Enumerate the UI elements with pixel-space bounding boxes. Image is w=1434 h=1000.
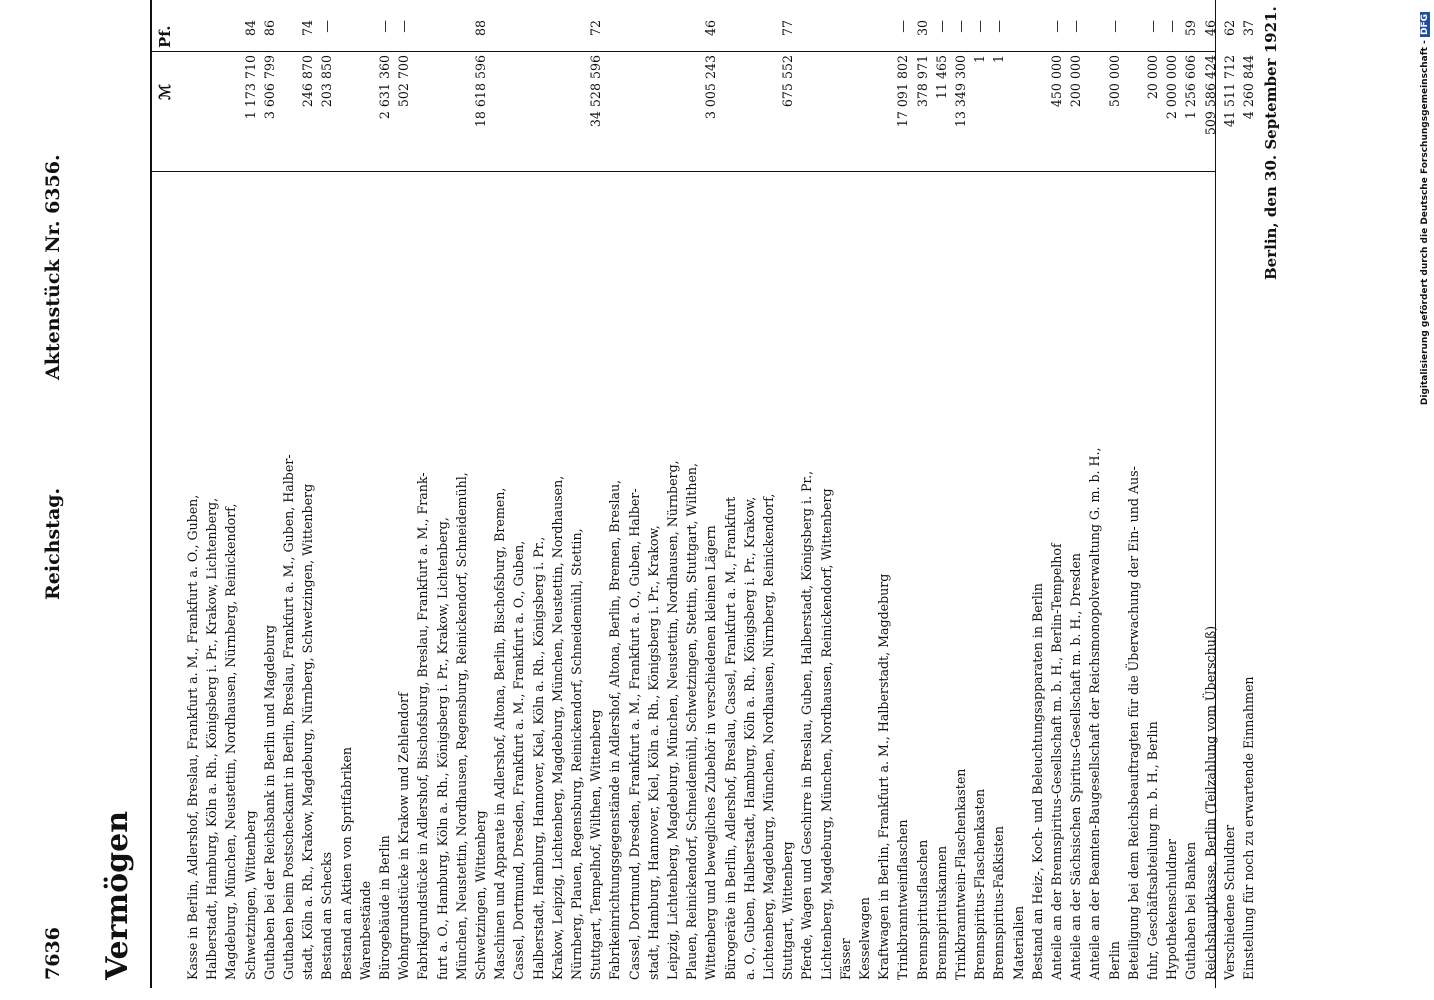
row-c1: 200 000 bbox=[1068, 55, 1084, 108]
row-c2: — bbox=[1164, 20, 1180, 33]
row-c2: 46 bbox=[703, 20, 719, 37]
row-label: Berlin bbox=[1106, 941, 1122, 980]
row-label: Warenbestände bbox=[357, 880, 373, 980]
row-label: Stuttgart, Wittenberg bbox=[780, 841, 796, 980]
row-c1: 11 465 bbox=[933, 55, 949, 100]
row-label: Guthaben beim Postscheckamt in Berlin, Breslau, Frankfurt a. M., Guben, Halber- bbox=[281, 454, 296, 980]
row-label: Schwetzingen, Wittenberg bbox=[242, 810, 258, 980]
row-label: Nürnberg, Plauen, Regensburg, Reinickendorf, Schneidemühl, Stettin, bbox=[569, 528, 584, 980]
row-c1: 2 631 360 bbox=[377, 55, 392, 120]
dfg-logo: DFG bbox=[1420, 14, 1430, 36]
row-label: Kasse in Berlin, Adlershof, Breslau, Frankfurt a. M., Frankfurt a. O., Guben, bbox=[185, 494, 200, 980]
row-c1: 17 091 802 bbox=[895, 55, 911, 128]
row-label: stadt, Köln a. Rh., Krakow, Magdeburg, Nürnberg, Schwetzingen, Wittenberg bbox=[300, 483, 316, 980]
row-c1: 13 349 300 bbox=[953, 55, 968, 128]
row-label: Anteile an der Beamten-Baugesellschaft der Reichsmonopolverwaltung G. m. b. H., bbox=[1087, 447, 1103, 980]
col-pf-1: Pf. bbox=[156, 25, 174, 48]
row-c1: 500 000 bbox=[1106, 55, 1122, 108]
row-c1: 246 870 bbox=[300, 55, 316, 108]
row-label: furt a. O., Hamburg, Köln a. Rh., Königsberg i. Pr., Krakow, Lichtenberg, bbox=[434, 517, 450, 980]
row-c2: — bbox=[991, 20, 1007, 33]
row-label: Trinkbranntwein-Flaschenkasten bbox=[953, 768, 968, 980]
row-c1: 1 256 606 bbox=[1183, 55, 1199, 120]
row-label: Anteile an der Brennspiritus-Gesellschaft m. b. H., Berlin-Tempelhof bbox=[1049, 543, 1064, 980]
row-label: Fässer bbox=[837, 938, 853, 980]
row-c2: 84 bbox=[242, 20, 258, 37]
row-label: Kesselwagen bbox=[857, 897, 872, 980]
row-label: Lichtenberg, Magdeburg, München, Nordhausen, Nürnberg, Reinickendorf, bbox=[761, 493, 776, 980]
row-label: Leipzig, Lichtenberg, Magdeburg, München, Neustettin, Nordhausen, Nürnberg, bbox=[665, 460, 680, 980]
row-c2: — bbox=[1106, 20, 1122, 33]
row-c2: 62 bbox=[1221, 20, 1237, 37]
dfg-notice-text: Digitalisierung gefördert durch die Deutsche Forschungsgemeinschaft - bbox=[1420, 40, 1430, 406]
row-label: Hypothekenschuldner bbox=[1164, 839, 1180, 980]
row-label: Halberstadt, Hamburg, Köln a. Rh., Königsberg i. Pr., Krakow, Lichtenberg, bbox=[204, 497, 220, 980]
row-label: Brennspiritusflaschen bbox=[914, 839, 930, 980]
row-label: Lichtenberg, Magdeburg, München, Nordhausen, Reinickendorf, Wittenberg bbox=[818, 488, 834, 980]
row-label: Reichshauptkasse, Berlin (Teilzahlung vom Überschuß) bbox=[1202, 625, 1218, 980]
row-label: Cassel, Dortmund, Dresden, Frankfurt a. M., Frankfurt a. O., Guben, bbox=[511, 540, 527, 980]
row-c1: 502 700 bbox=[396, 55, 412, 108]
row-c2: 46 bbox=[1202, 20, 1218, 37]
row-c1: 450 000 bbox=[1049, 55, 1064, 108]
table-top-rule bbox=[150, 0, 152, 988]
page-number: 7636 bbox=[42, 927, 64, 980]
row-label: Pferde, Wagen und Geschirre in Breslau, Guben, Halberstadt, Königsberg i. Pr., bbox=[799, 470, 815, 980]
row-c2: — bbox=[1049, 20, 1064, 33]
row-c1: 2 000 000 bbox=[1164, 55, 1180, 120]
left-title: Vermögen bbox=[100, 810, 135, 980]
dfg-notice bbox=[1420, 12, 1434, 992]
row-label: a. O., Guben, Halberstadt, Hamburg, Köln a. Rh., Königsberg i. Pr., Krakow, bbox=[741, 496, 757, 980]
row-label: Bürogeräte in Berlin, Adlershof, Breslau, Cassel, Frankfurt a. M., Frankfurt bbox=[722, 496, 738, 980]
row-label: Cassel, Dortmund, Dresden, Frankfurt a. M., Frankfurt a. O., Guben, Halber- bbox=[626, 488, 642, 980]
row-label: Bestand an Heiz-, Koch- und Beleuchtungsapparaten in Berlin bbox=[1029, 583, 1045, 980]
row-c1: 3 606 799 bbox=[261, 55, 277, 120]
row-label: Bestand an Aktien von Spritfabriken bbox=[338, 746, 354, 980]
row-label: Fabrikeinrichtungsgegenstände in Adlershof, Altona, Berlin, Bremen, Breslau, bbox=[607, 479, 623, 980]
date-line: Berlin, den 30. September 1921. bbox=[1262, 6, 1280, 280]
row-c2: — bbox=[895, 20, 911, 33]
row-label: Wittenberg und bewegliches Zubehör in verschiedenen kleinen Lägern bbox=[703, 525, 719, 980]
row-c1: 34 528 596 bbox=[588, 55, 604, 128]
row-c2: 59 bbox=[1183, 20, 1199, 37]
row-c1: 3 005 243 bbox=[703, 55, 719, 120]
row-c2: 37 bbox=[1241, 20, 1256, 37]
row-c1: 509 586 424 bbox=[1202, 55, 1218, 136]
row-c2: — bbox=[319, 20, 335, 33]
row-label: Maschinen und Apparate in Adlershof, Altona, Berlin, Bischofsburg, Bremen, bbox=[492, 487, 508, 980]
row-c2: 77 bbox=[780, 20, 796, 37]
row-label: Krakow, Leipzig, Lichtenberg, Magdeburg, München, Neustettin, Nordhausen, bbox=[549, 475, 565, 980]
row-label: Schwetzingen, Wittenberg bbox=[473, 810, 488, 980]
row-c2: 86 bbox=[261, 20, 277, 37]
row-label: Brennspiritus-Flaschenkasten bbox=[972, 788, 988, 980]
row-label: Brennspiritus-Faßkisten bbox=[991, 826, 1007, 980]
row-c1: 4 260 844 bbox=[1241, 55, 1256, 120]
row-label: Kraftwagen in Berlin, Frankfurt a. M., Halberstadt, Magdeburg bbox=[876, 573, 892, 980]
row-c1: 18 618 596 bbox=[473, 55, 488, 128]
row-c1: 1 bbox=[991, 55, 1007, 64]
row-c1: 378 971 bbox=[914, 55, 930, 108]
row-label: Guthaben bei der Reichsbank in Berlin und Magdeburg bbox=[261, 624, 277, 980]
row-c2: — bbox=[396, 20, 412, 33]
row-label: München, Neustettin, Nordhausen, Regensburg, Reinickendorf, Schneidemühl, bbox=[453, 472, 469, 980]
row-c2: — bbox=[972, 20, 988, 33]
document-number: Aktenstück Nr. 6356. bbox=[42, 154, 64, 380]
row-c2: — bbox=[1068, 20, 1084, 33]
row-label: Trinkbranntweinflaschen bbox=[895, 819, 911, 980]
row-c2: 30 bbox=[914, 20, 930, 37]
row-label: fuhr, Geschäftsabteilung m. b. H., Berlin bbox=[1145, 721, 1160, 980]
row-label: Stuttgart, Tempelhof, Wilthen, Wittenberg bbox=[588, 709, 604, 980]
row-label: Guthaben bei Banken bbox=[1183, 841, 1199, 980]
row-c2: — bbox=[1145, 20, 1160, 33]
row-c2: 88 bbox=[473, 20, 488, 37]
row-label: Magdeburg, München, Neustettin, Nordhausen, Nürnberg, Reinickendorf, bbox=[223, 503, 239, 980]
row-c2: 74 bbox=[300, 20, 316, 37]
row-label: Plauen, Reinickendorf, Schneidemühl, Schwetzingen, Stettin, Stuttgart, Wilthen, bbox=[684, 462, 700, 980]
row-c2: — bbox=[953, 20, 968, 33]
row-label: Einstellung für noch zu erwartende Einnahmen bbox=[1241, 676, 1256, 980]
row-label: Bestand an Schecks bbox=[319, 852, 335, 980]
col-mark-1: ℳ bbox=[156, 83, 174, 100]
row-c1: 20 000 bbox=[1145, 55, 1160, 100]
row-label: Bürogebäude in Berlin bbox=[377, 835, 392, 980]
row-c1: 675 552 bbox=[780, 55, 796, 108]
column-divider bbox=[150, 51, 1215, 52]
row-label: Brennspirituskannen bbox=[933, 845, 949, 980]
row-label: Anteile an der Sächsischen Spiritus-Gesellschaft m. b. H., Dresden bbox=[1068, 552, 1084, 980]
row-label: Verschiedene Schuldner bbox=[1221, 824, 1237, 980]
row-label: stadt, Hamburg, Hannover, Kiel, Köln a. Rh., Königsberg i. Pr., Krakow, bbox=[645, 525, 661, 980]
row-c2: — bbox=[377, 20, 392, 33]
column-divider bbox=[150, 171, 1215, 172]
row-label: Fabrikgrundstücke in Adlershof, Bischofsburg, Breslau, Frankfurt a. M., Frank- bbox=[415, 472, 431, 980]
row-label: Wohngrundstücke in Krakow und Zehlendorf bbox=[396, 692, 412, 980]
row-c1: 203 850 bbox=[319, 55, 335, 108]
row-c1: 1 173 710 bbox=[242, 55, 258, 120]
row-label: Halberstadt, Hamburg, Hannover, Kiel, Köln a. Rh., Königsberg i. Pr., bbox=[530, 536, 546, 980]
publication-title: Reichstag. bbox=[42, 487, 64, 600]
row-label: Materialien bbox=[1010, 905, 1026, 980]
row-c1: 1 bbox=[972, 55, 988, 64]
row-c2: — bbox=[933, 20, 949, 33]
row-c2: 72 bbox=[588, 20, 604, 37]
row-label: Beteiligung bei dem Reichsbeauftragten für die Überwachung der Ein- und Aus- bbox=[1125, 466, 1141, 980]
row-c1: 41 511 712 bbox=[1221, 55, 1237, 128]
